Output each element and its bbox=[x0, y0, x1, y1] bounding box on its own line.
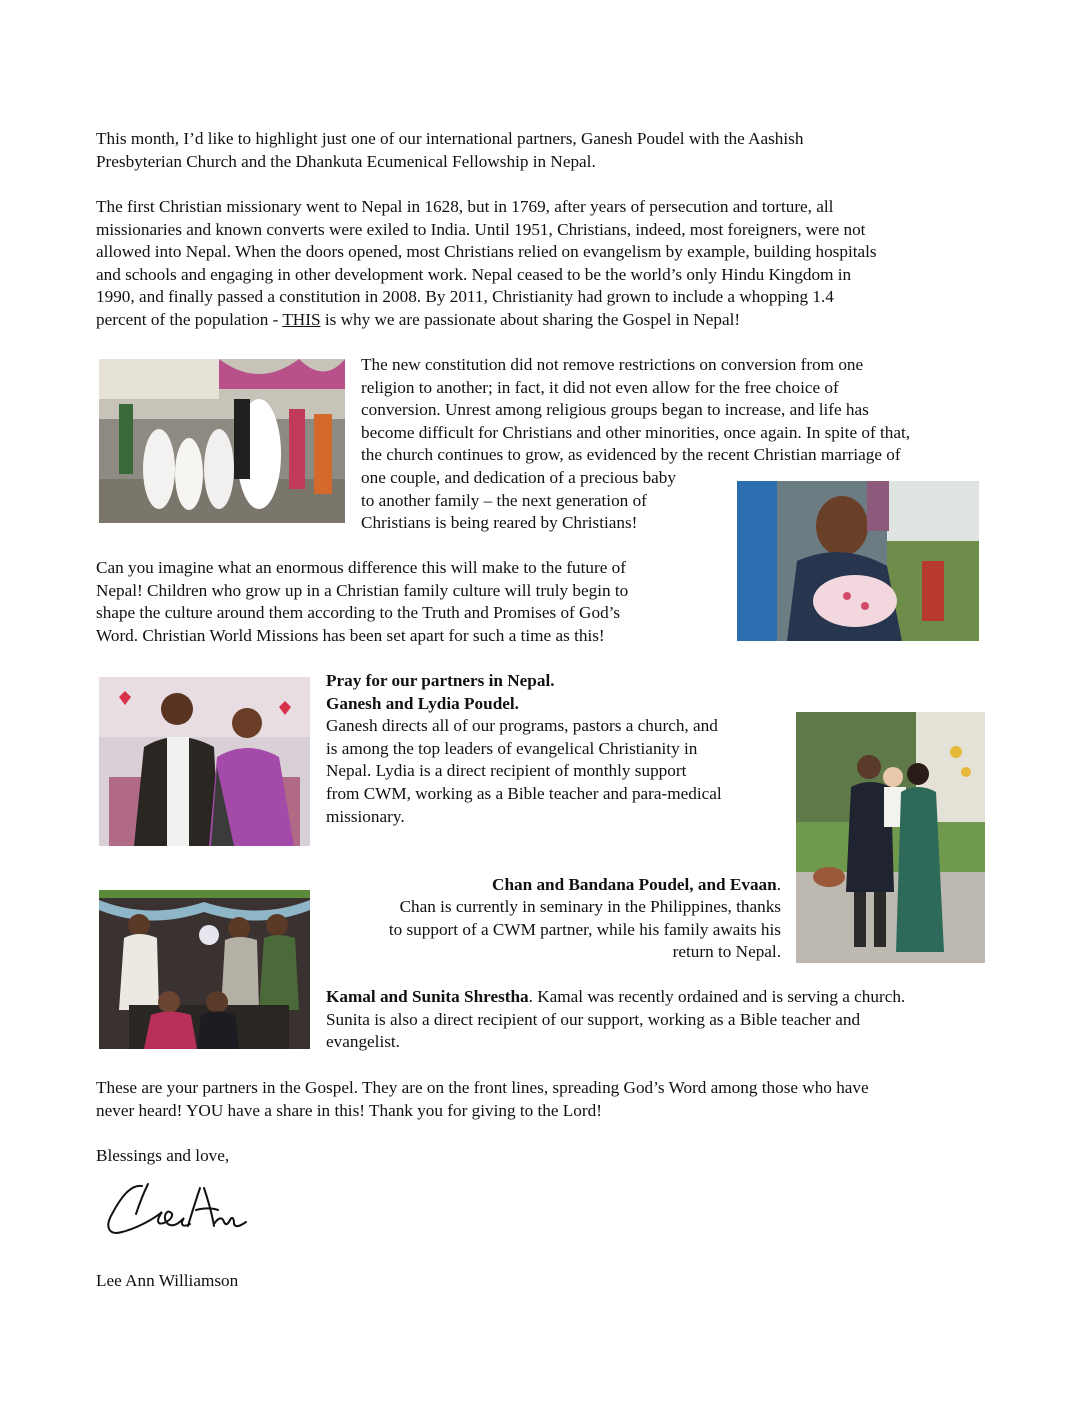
history-line-6-end: is why we are passionate about sharing the Gospel in Nepal! bbox=[320, 310, 741, 329]
baby-dedication-photo bbox=[737, 481, 979, 641]
imagine-line-2: Nepal! Children who grow up in a Christian family culture will truly begin to bbox=[96, 581, 629, 600]
history-line-3: allowed into Nepal. When the doors opened, most Christians relied on evangelism by example, building hospitals bbox=[96, 242, 877, 261]
ganesh-lydia-photo bbox=[99, 677, 310, 846]
history-line-2: missionaries and known converts were exiled to India. Until 1951, Christians, indeed, most foreigners, were not bbox=[96, 220, 866, 239]
imagine-line-3: shape the culture around them according to the Truth and Promises of God’s bbox=[96, 603, 621, 622]
intro-line-2: Presbyterian Church and the Dhankuta Ecumenical Fellowship in Nepal. bbox=[96, 152, 596, 171]
closing-line-1: These are your partners in the Gospel. They are on the front lines, spreading God’s Word among those who have bbox=[96, 1078, 869, 1097]
history-line-6 bbox=[96, 309, 740, 332]
emphasis-this: THIS bbox=[282, 310, 321, 329]
couple2-line-3: return to Nepal. bbox=[672, 942, 781, 961]
closing-line-2: never heard! YOU have a share in this! Thank you for giving to the Lord! bbox=[96, 1101, 602, 1120]
couple1-name: Ganesh and Lydia Poudel. bbox=[326, 694, 519, 713]
couple2-name: Chan and Bandana Poudel, and Evaan. bbox=[492, 875, 781, 894]
couple1-line-1: Ganesh directs all of our programs, pastors a church, and bbox=[326, 716, 718, 735]
imagine-line-4: Word. Christian World Missions has been set apart for such a time as this! bbox=[96, 626, 605, 645]
constitution-line-8: Christians is being reared by Christians! bbox=[361, 513, 638, 532]
constitution-line-7: to another family – the next generation of bbox=[361, 491, 647, 510]
chan-family-photo bbox=[796, 712, 985, 963]
handwritten-signature bbox=[100, 1174, 260, 1244]
constitution-line-6: one couple, and dedication of a precious baby bbox=[361, 468, 676, 487]
wedding-photo bbox=[99, 359, 345, 523]
couple3-line-3: evangelist. bbox=[326, 1032, 400, 1051]
couple1-line-5: missionary. bbox=[326, 807, 405, 826]
signoff: Blessings and love, bbox=[96, 1146, 230, 1165]
author-name: Lee Ann Williamson bbox=[96, 1271, 239, 1290]
constitution-line-3: conversion. Unrest among religious groups began to increase, and life has bbox=[361, 400, 869, 419]
constitution-line-2: religion to another; in fact, it did not even allow for the free choice of bbox=[361, 378, 839, 397]
ordination-photo bbox=[99, 890, 310, 1049]
couple2-line-1: Chan is currently in seminary in the Philippines, thanks bbox=[399, 897, 781, 916]
couple2-line-2: to support of a CWM partner, while his family awaits his bbox=[388, 920, 781, 939]
history-line-1: The first Christian missionary went to Nepal in 1628, but in 1769, after years of persecution and torture, all bbox=[96, 197, 834, 216]
history-line-6-start: percent of the population - bbox=[96, 310, 283, 329]
couple1-line-4: from CWM, working as a Bible teacher and para-medical bbox=[326, 784, 722, 803]
couple1-line-2: is among the top leaders of evangelical Christianity in bbox=[326, 739, 698, 758]
history-line-5: 1990, and finally passed a constitution in 2008. By 2011, Christianity had grown to include a whopping 1.4 bbox=[96, 287, 834, 306]
constitution-line-4: become difficult for Christians and other minorities, once again. In spite of that, bbox=[361, 423, 911, 442]
history-line-4: and schools and engaging in other development work. Nepal ceased to be the world’s only Hindu Kingdom in bbox=[96, 265, 852, 284]
intro-line-1: This month, I’d like to highlight just one of our international partners, Ganesh Poudel with the Aashish bbox=[96, 129, 804, 148]
couple1-line-3: Nepal. Lydia is a direct recipient of monthly support bbox=[326, 761, 687, 780]
couple3-line-2: Sunita is also a direct recipient of our support, working as a Bible teacher and bbox=[326, 1010, 861, 1029]
couple3-line-1: Kamal and Sunita Shrestha. Kamal was recently ordained and is serving a church. bbox=[326, 987, 906, 1006]
constitution-line-5: the church continues to grow, as evidenced by the recent Christian marriage of bbox=[361, 445, 901, 464]
imagine-line-1: Can you imagine what an enormous difference this will make to the future of bbox=[96, 558, 626, 577]
constitution-line-1: The new constitution did not remove restrictions on conversion from one bbox=[361, 355, 864, 374]
pray-heading: Pray for our partners in Nepal. bbox=[326, 671, 555, 690]
